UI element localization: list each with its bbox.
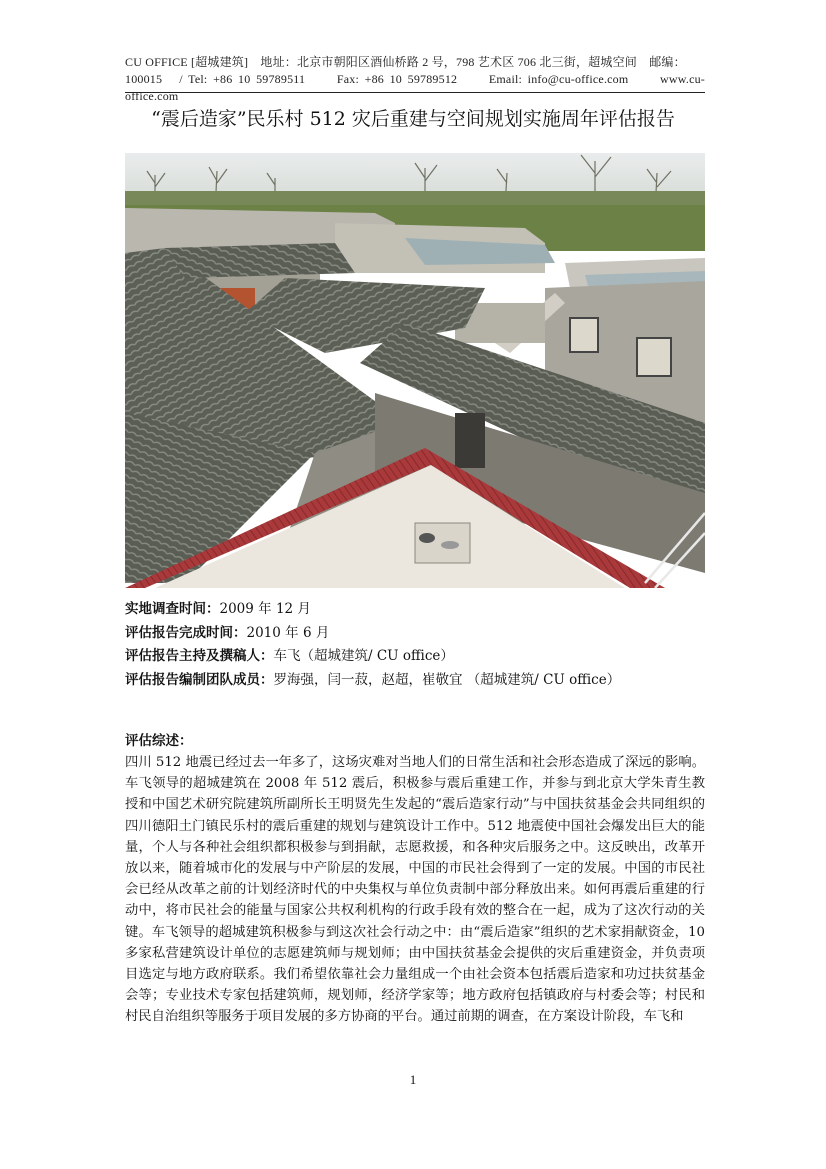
summary-paragraph: 四川 512 地震已经过去一年多了，这场灾难对当地人们的日常生活和社会形态造成了深远的影响。车飞领导的超城建筑在 2008 年 512 震后，积极参与震后重建工作，并参与到北京大学朱青生教授和中国艺术研究院建筑所副所长王明贤先生发起的“震后造家行动”与中国扶贫基金会共同组织的四川德阳土门镇民乐村的震后重建的规划与建筑设计工作中。512 地震使中国社会爆发出巨大的能量，个人与各种社会组织都积极参与到捐献，志愿救援，和各种灾后服务之中。这反映出，改革开放以来，随着城市化的发展与中产阶层的发展，中国的市民社会得到了一定的发展。中国的市民社会已经从改革之前的计划经济时代的中央集权与单位负责制中部分释放出来。如何再震后重建的行动中，将市民社会的能量与国家公共权利机构的行政手段有效的整合在一起，成为了这次行动的关键。车飞领导的超城建筑积极参与到这次社会行动之中：由“震后造家”组织的艺术家捐献资金，10 多家私营建筑设计单位的志愿建筑师与规划师；由中国扶贫基金会提供的灾后重建资金，并负责项目选定与地方政府联系。我们希望依靠社会力量组成一个由社会资本包括震后造家和功过扶贫基金会等；专业技术专家包括建筑师，规划师，经济学家等；地方政府包括镇政府与村委会等；村民和村民自治组织等服务于项目发展的多方协商的平台。通过前期的调查，在方案设计阶段，车飞和 [125,755,705,1025]
meta-survey-time: 实地调查时间：2009 年 12 月 [125,601,311,617]
summary-heading: 评估综述： [125,733,193,749]
page-number: 1 [409,1072,417,1087]
meta-completion-time: 评估报告完成时间：2010 年 6 月 [125,624,330,641]
header-divider [125,92,705,93]
meta-team-members: 评估报告编制团队成员：罗海强，闫一菽，赵超，崔敬宜 （超城建筑/ CU office） [125,671,621,688]
village-rooftops-photo [125,153,705,588]
letterhead-line-2: 100015 / Tel: +86 10 59789511 Fax: +86 10 59789512 Email: info@cu-office.com www.cu-office.com [125,72,705,103]
report-metadata [125,598,705,692]
report-title: “震后造家”民乐村 512 灾后重建与空间规划实施周年评估报告 [151,108,675,130]
letterhead [125,54,705,105]
meta-author: 评估报告主持及撰稿人：车飞（超城建筑/ CU office） [125,648,454,664]
letterhead-line-1: CU OFFICE [超城建筑] 地址：北京市朝阳区酒仙桥路 2 号，798 艺术区 706 北三街，超城空间 邮编： [125,55,686,69]
